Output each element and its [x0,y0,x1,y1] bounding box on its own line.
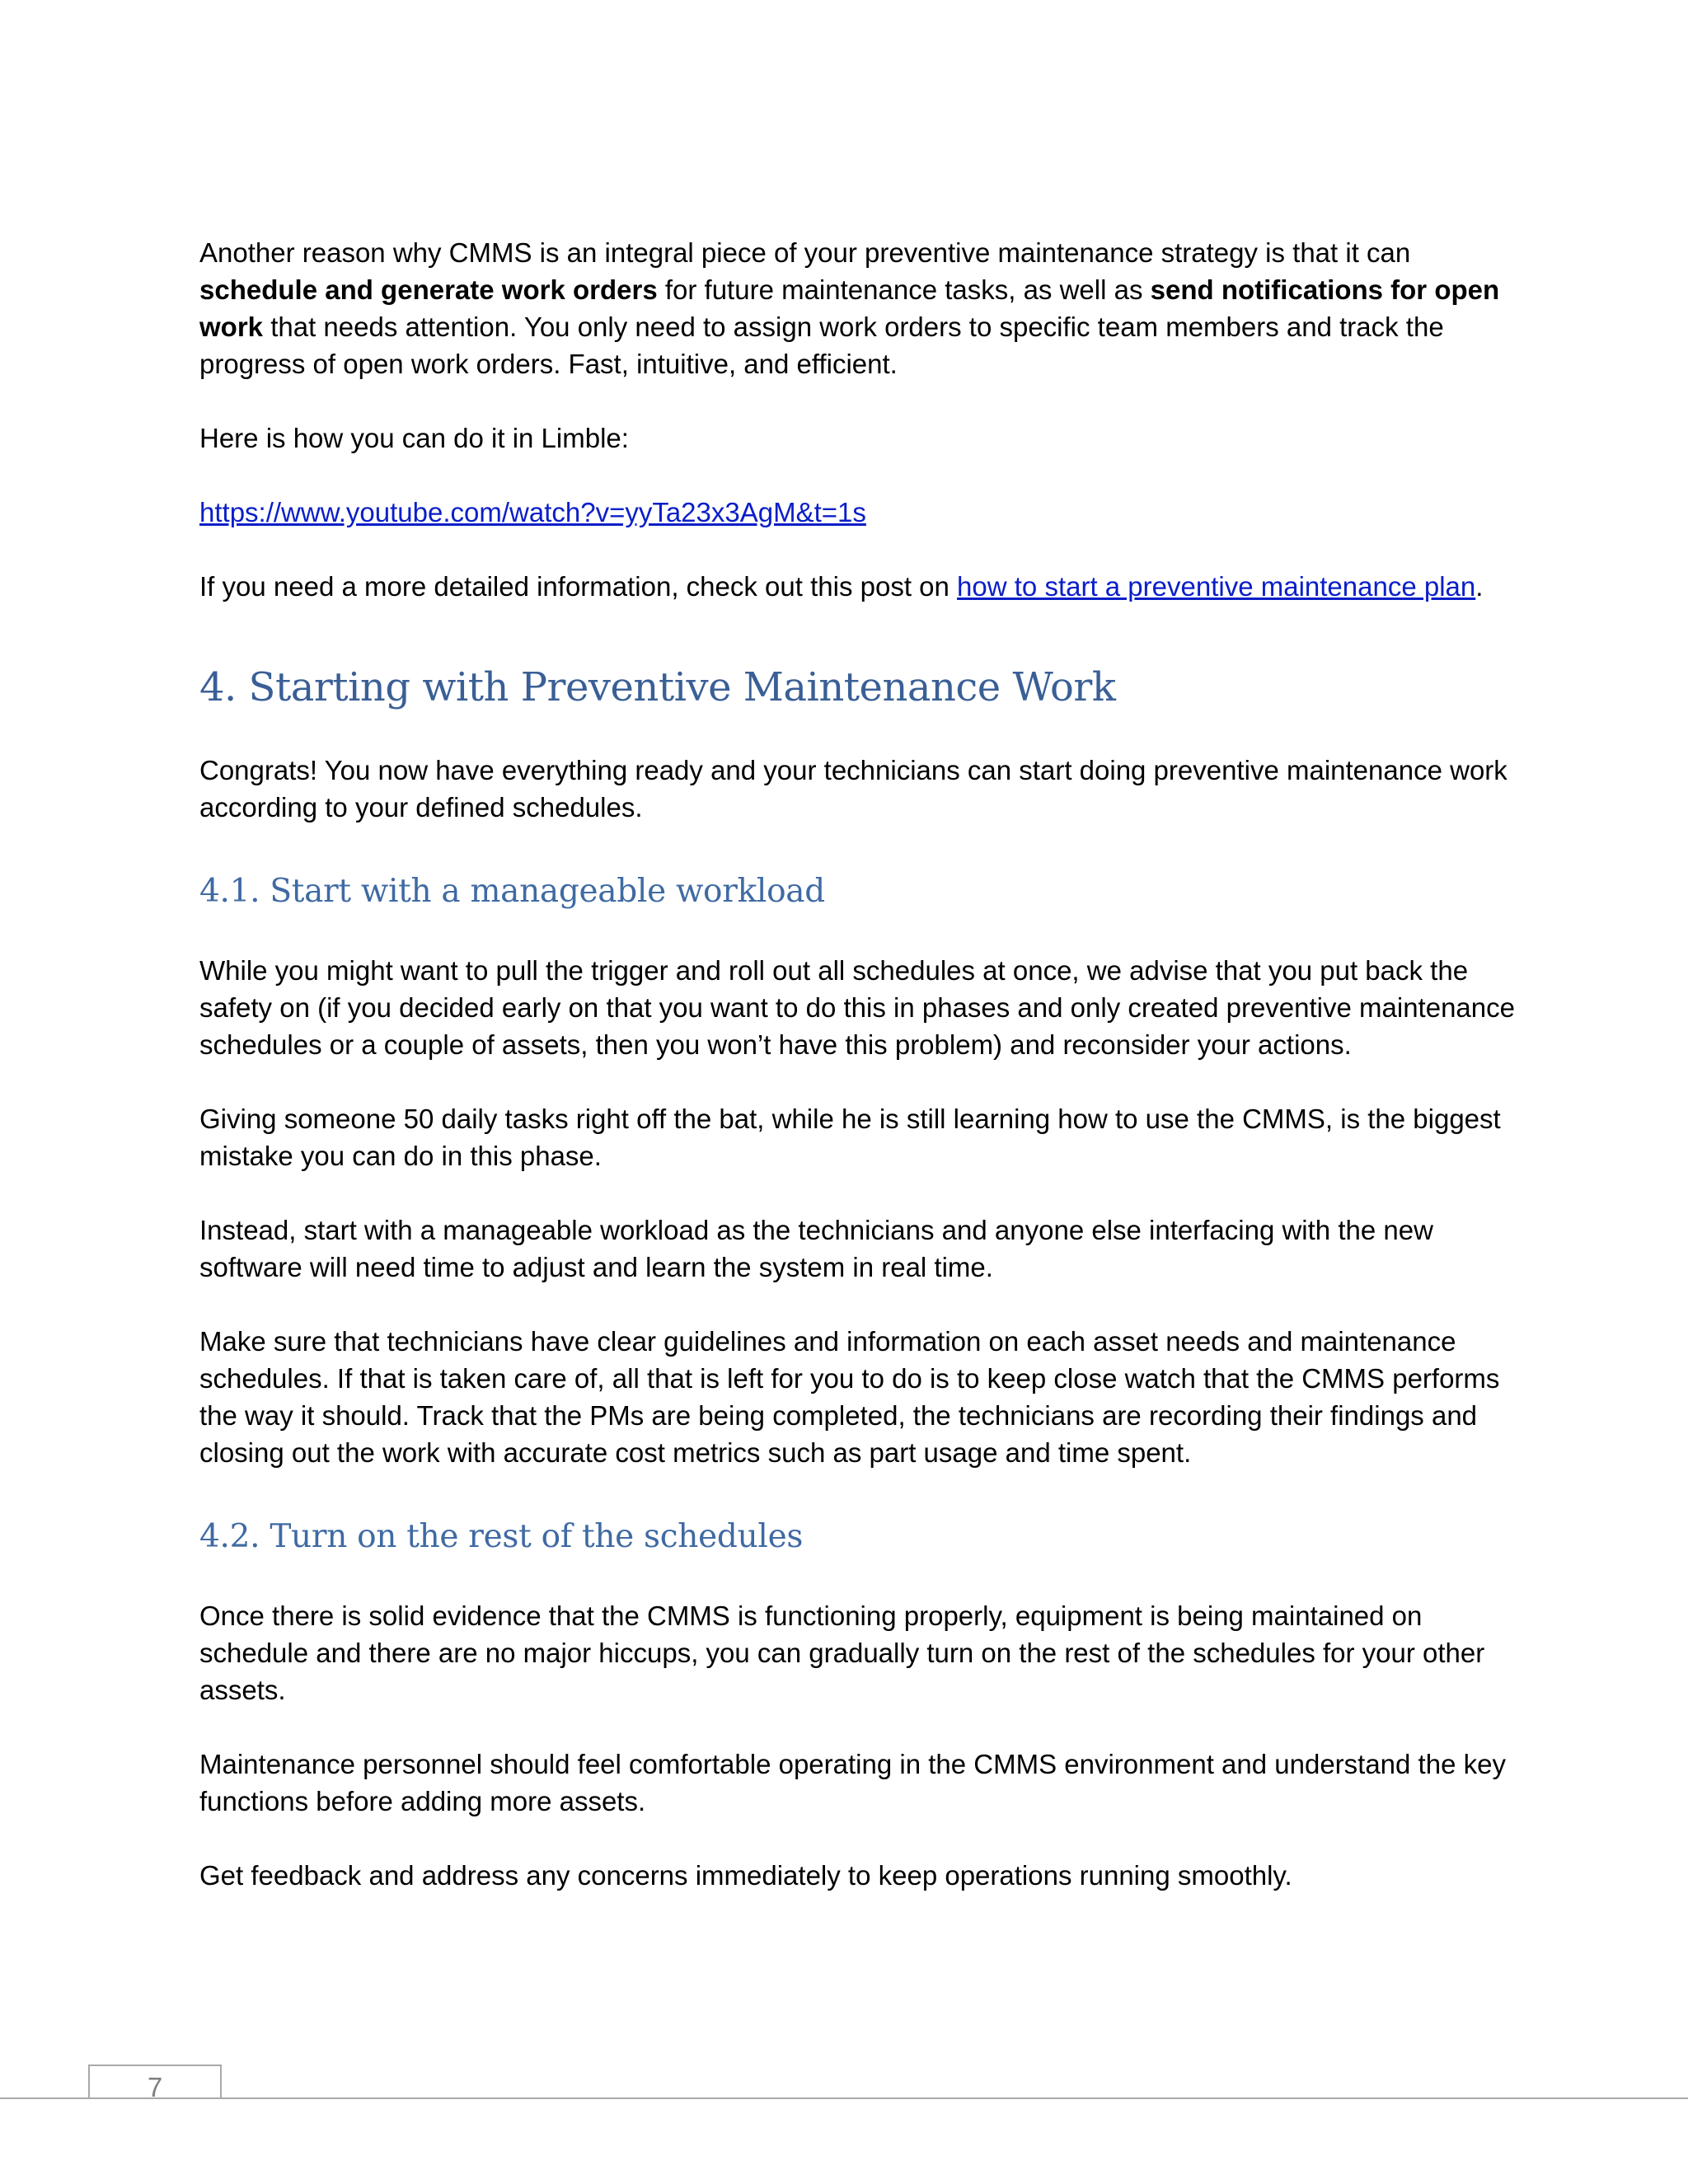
paragraph-cmms-work-orders [199,234,1518,382]
section-4-2-paragraph: Maintenance personnel should feel comfortable operating in the CMMS environment and understand the key functions before adding more assets. [199,1749,1506,1816]
text-span: . [1475,571,1484,602]
footer-divider [0,2097,1688,2099]
preventive-maintenance-plan-link[interactable]: how to start a preventive maintenance plan [957,571,1476,602]
section-4-2-paragraph: Get feedback and address any concerns immediately to keep operations running smoothly. [199,1860,1292,1891]
bold-text: schedule and generate work orders [199,274,658,305]
section-4-1-paragraph: Giving someone 50 daily tasks right off the bat, while he is still learning how to use the CMMS, is the biggest mistake you can do in this phase. [199,1104,1501,1171]
paragraph-limble-intro: Here is how you can do it in Limble: [199,423,629,453]
section-4-1-paragraph: While you might want to pull the trigger and roll out all schedules at once, we advise that you put back the safety on (if you decided early on that you want to do this in phases and only created preventive maintenance schedules or a couple of assets, then you won’t have this problem) and reconsider your actions. [199,955,1515,1060]
section-4-1-paragraph: Instead, start with a manageable workload as the technicians and anyone else interfacing with the new software will need time to adjust and learn the system in real time. [199,1215,1433,1282]
section-4-intro: Congrats! You now have everything ready and your technicians can start doing preventive maintenance work according to your defined schedules. [199,755,1507,823]
paragraph-more-info [199,568,1518,605]
section-4-heading: 4. Starting with Preventive Maintenance Work [199,664,1116,710]
section-4-1-paragraph: Make sure that technicians have clear guidelines and information on each asset needs and maintenance schedules. If that is taken care of, all that is left for you to do is to keep close watch that the CMMS performs the way it should. Track that the PMs are being completed, the technicians are recording their findings and closing out the work with accurate cost metrics such as part usage and time spent. [199,1326,1500,1468]
page-number-tab [88,2064,222,2102]
page-number: 7 [147,2072,163,2102]
youtube-link[interactable]: https://www.youtube.com/watch?v=yyTa23x3AgM&t=1s [199,497,866,527]
text-span: that needs attention. You only need to assign work orders to specific team members and track the progress of open work orders. Fast, intuitive, and efficient. [199,312,1444,379]
text-span: If you need a more detailed information, check out this post on [199,571,958,602]
section-4-1-heading: 4.1. Start with a manageable workload [199,873,825,910]
bold-text: send notifications for open work [199,274,1500,342]
document-body [199,234,1518,1894]
text-span: Another reason why CMMS is an integral piece of your preventive maintenance strategy is that it can [199,237,1411,268]
section-4-2-heading: 4.2. Turn on the rest of the schedules [199,1518,804,1555]
paragraph-video-link [199,494,1518,531]
text-span: for future maintenance tasks, as well as [657,274,1151,305]
section-4-2-paragraph: Once there is solid evidence that the CMMS is functioning properly, equipment is being maintained on schedule and there are no major hiccups, you can gradually turn on the rest of the schedules for your other assets. [199,1601,1485,1705]
